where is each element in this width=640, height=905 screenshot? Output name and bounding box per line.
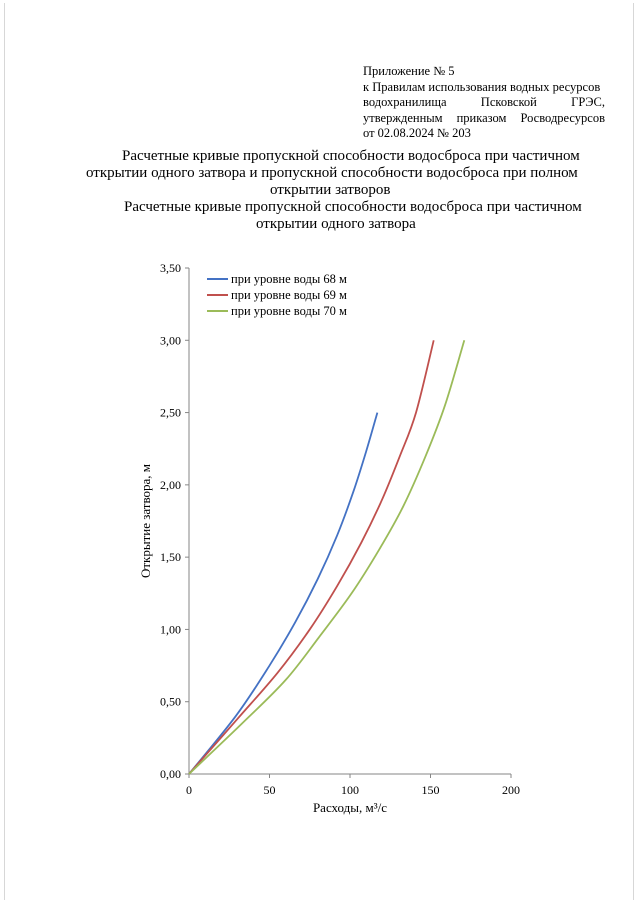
series-line-3	[189, 340, 464, 774]
x-tick-label: 150	[421, 783, 440, 797]
y-tick-label: 1,50	[160, 550, 181, 565]
y-tick-label: 2,00	[160, 477, 181, 492]
legend-label: при уровне воды 69 м	[231, 288, 347, 302]
x-axis-label: Расходы, м³/с	[312, 800, 388, 815]
appendix-line: к Правилам использования водных ресурсов	[363, 79, 601, 94]
appendix-line: водохранилища Псковской ГРЭС,	[363, 95, 605, 109]
x-tick-label: 0	[186, 783, 192, 797]
y-axis-label: Открытие затвора, м	[138, 463, 153, 579]
appendix-line: Приложение № 5	[363, 64, 455, 78]
legend-label: при уровне воды 70 м	[231, 304, 347, 318]
y-tick-label: 3,00	[160, 333, 181, 348]
heading-1-line-3: открытии затворов	[270, 182, 391, 198]
chart-series	[189, 340, 464, 774]
x-tick-label: 100	[341, 783, 359, 797]
x-tick-label: 200	[502, 783, 520, 797]
y-tick-label: 0,50	[160, 694, 181, 709]
heading-2-line-1: Расчетные кривые пропускной способности водосброса при частичном	[124, 199, 582, 215]
appendix-line: утвержденным приказом Росводресурсов	[363, 110, 605, 125]
heading-1-line-1: Расчетные кривые пропускной способности водосброса при частичном	[122, 148, 580, 164]
series-line-2	[189, 340, 434, 774]
heading-2-line-2: открытии одного затвора	[256, 216, 416, 232]
chart-legend	[207, 272, 347, 318]
legend-label: при уровне воды 68 м	[231, 272, 347, 286]
y-tick-label: 0,00	[160, 767, 181, 781]
x-tick-label: 50	[263, 783, 276, 797]
appendix-line: от 02.08.2024 № 203	[363, 126, 471, 140]
heading-1-line-2: открытии одного затвора и пропускной способности водосброса при полном	[86, 165, 578, 181]
y-tick-label: 2,50	[160, 405, 181, 420]
y-tick-label: 3,50	[160, 261, 181, 275]
y-tick-label: 1,00	[160, 622, 181, 637]
series-line-1	[189, 413, 377, 774]
